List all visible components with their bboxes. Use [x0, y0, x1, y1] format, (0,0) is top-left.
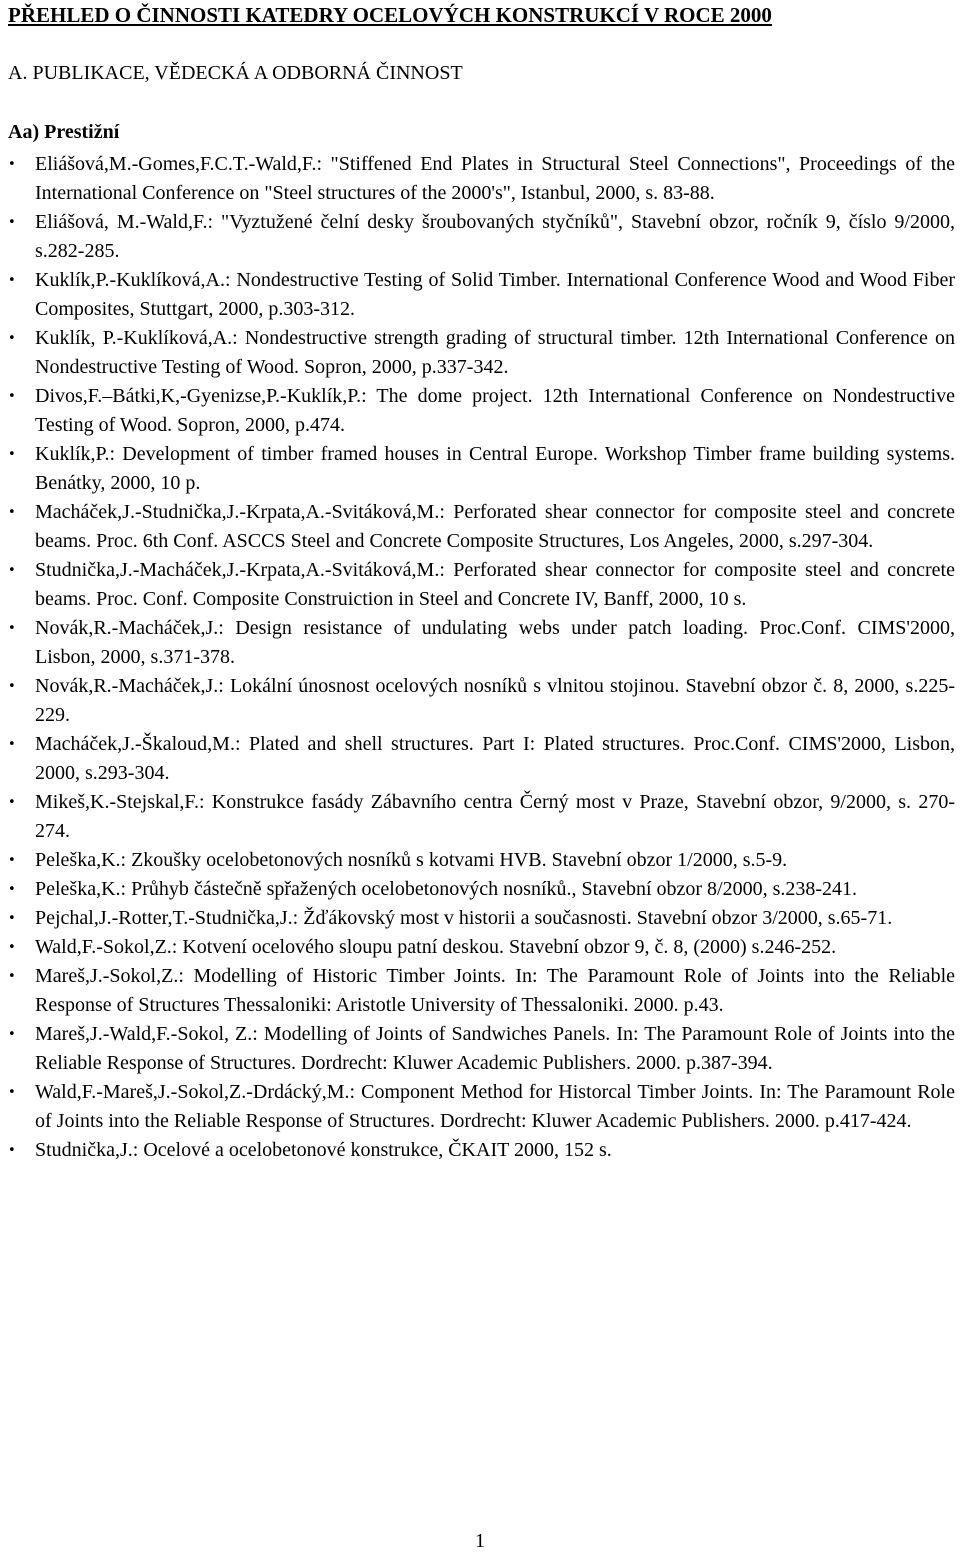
bullet-icon: • [8, 621, 16, 636]
bullet-icon: • [8, 853, 16, 868]
section-heading: A. PUBLIKACE, VĚDECKÁ A ODBORNÁ ČINNOST [8, 62, 463, 84]
publication-item [0, 788, 960, 846]
bullet-icon: • [8, 389, 16, 404]
publication-text: Kuklík,P.-Kuklíková,A.: Nondestructive Testing of Solid Timber. International Conference Wood and Wood Fiber Composites, Stuttgart, 2000, p.303-312. [35, 269, 955, 320]
publication-item [0, 614, 960, 672]
publication-item [0, 498, 960, 556]
bullet-icon: • [8, 273, 16, 288]
publication-item [0, 266, 960, 324]
bullet-icon: • [8, 911, 16, 926]
publication-text: Kuklík, P.-Kuklíková,A.: Nondestructive strength grading of structural timber. 12th International Conference on Nondestructive Testing of Wood. Sopron, 2000, p.337-342. [35, 327, 955, 378]
bullet-icon: • [8, 969, 16, 984]
publication-item [0, 150, 960, 208]
bullet-icon: • [8, 940, 16, 955]
publication-item [0, 904, 960, 933]
publication-item [0, 208, 960, 266]
bullet-icon: • [8, 563, 16, 578]
page-title: PŘEHLED O ČINNOSTI KATEDRY OCELOVÝCH KONSTRUKCÍ V ROCE 2000 [8, 3, 772, 27]
publication-item [0, 846, 960, 875]
publication-text: Studnička,J.-Macháček,J.-Krpata,A.-Svitáková,M.: Perforated shear connector for composite steel and concrete beams. Proc. Conf. Composite Construiction in Steel and Concrete IV, Banff, 2000, 10 s. [35, 559, 955, 610]
publication-item [0, 1136, 960, 1165]
publication-item [0, 1078, 960, 1136]
publication-text: Pejchal,J.-Rotter,T.-Studnička,J.: Žďákovský most v historii a současnosti. Stavební obzor 3/2000, s.65-71. [35, 907, 893, 929]
bullet-icon: • [8, 215, 16, 230]
bullet-icon: • [8, 679, 16, 694]
bullet-icon: • [8, 737, 16, 752]
subsection-heading: Aa) Prestižní [8, 121, 120, 143]
publication-text: Studnička,J.: Ocelové a ocelobetonové konstrukce, ČKAIT 2000, 152 s. [35, 1139, 612, 1161]
publication-text: Mikeš,K.-Stejskal,F.: Konstrukce fasády Zábavního centra Černý most v Praze, Stavební obzor, 9/2000, s. 270-274. [35, 791, 955, 842]
publication-text: Novák,R.-Macháček,J.: Lokální únosnost ocelových nosníků s vlnitou stojinou. Stavební obzor č. 8, 2000, s.225-229. [35, 675, 955, 726]
bullet-icon: • [8, 331, 16, 346]
publication-item [0, 672, 960, 730]
publication-item [0, 962, 960, 1020]
bullet-icon: • [8, 447, 16, 462]
publication-item [0, 440, 960, 498]
publication-text: Mareš,J.-Sokol,Z.: Modelling of Historic Timber Joints. In: The Paramount Role of Joints into the Reliable Response of Structures Thessaloniki: Aristotle University of Thessaloniki. 2000. p.43. [35, 965, 955, 1016]
bullet-icon: • [8, 157, 16, 172]
publication-list [0, 150, 960, 1165]
bullet-icon: • [8, 1027, 16, 1042]
publication-text: Kuklík,P.: Development of timber framed houses in Central Europe. Workshop Timber frame building systems. Benátky, 2000, 10 p. [35, 443, 955, 494]
publication-text: Eliášová, M.-Wald,F.: "Vyztužené čelní desky šroubovaných styčníků", Stavební obzor, ročník 9, číslo 9/2000, s.282-285. [35, 211, 955, 262]
publication-item [0, 875, 960, 904]
publication-item [0, 730, 960, 788]
publication-text: Novák,R.-Macháček,J.: Design resistance of undulating webs under patch loading. Proc.Conf. CIMS'2000, Lisbon, 2000, s.371-378. [35, 617, 955, 668]
publication-text: Wald,F.-Mareš,J.-Sokol,Z.-Drdácký,M.: Component Method for Historcal Timber Joints. In: The Paramount Role of Joints into the Reliable Response of Structures. Dordrecht: Kluwer Academic Publishers. 2000. p.417-424. [35, 1081, 955, 1132]
page-number: 1 [475, 1530, 485, 1552]
bullet-icon: • [8, 1143, 16, 1158]
publication-text: Macháček,J.-Studnička,J.-Krpata,A.-Svitáková,M.: Perforated shear connector for composite steel and concrete beams. Proc. 6th Conf. ASCCS Steel and Concrete Composite Structures, Los Angeles, 2000, s.297-304. [35, 501, 955, 552]
bullet-icon: • [8, 1085, 16, 1100]
publication-item [0, 324, 960, 382]
publication-item [0, 1020, 960, 1078]
publication-text: Wald,F.-Sokol,Z.: Kotvení ocelového sloupu patní deskou. Stavební obzor 9, č. 8, (2000) s.246-252. [35, 936, 837, 958]
publication-text: Eliášová,M.-Gomes,F.C.T.-Wald,F.: "Stiffened End Plates in Structural Steel Connections", Proceedings of the International Conference on "Steel structures of the 2000's", Istanbul, 2000, s. 83-88. [35, 153, 955, 204]
publication-text: Macháček,J.-Škaloud,M.: Plated and shell structures. Part I: Plated structures. Proc.Conf. CIMS'2000, Lisbon, 2000, s.293-304. [35, 733, 955, 784]
bullet-icon: • [8, 882, 16, 897]
publication-text: Peleška,K.: Zkoušky ocelobetonových nosníků s kotvami HVB. Stavební obzor 1/2000, s.5-9. [35, 849, 788, 871]
publication-item [0, 933, 960, 962]
publication-text: Peleška,K.: Průhyb částečně spřažených ocelobetonových nosníků., Stavební obzor 8/2000, s.238-241. [35, 878, 858, 900]
bullet-icon: • [8, 795, 16, 810]
publication-item [0, 382, 960, 440]
publication-text: Mareš,J.-Wald,F.-Sokol, Z.: Modelling of Joints of Sandwiches Panels. In: The Paramount Role of Joints into the Reliable Response of Structures. Dordrecht: Kluwer Academic Publishers. 2000. p.387-394. [35, 1023, 955, 1074]
publication-text: Divos,F.–Bátki,K,-Gyenizse,P.-Kuklík,P.: The dome project. 12th International Conference on Nondestructive Testing of Wood. Sopron, 2000, p.474. [35, 385, 955, 436]
bullet-icon: • [8, 505, 16, 520]
publication-item [0, 556, 960, 614]
